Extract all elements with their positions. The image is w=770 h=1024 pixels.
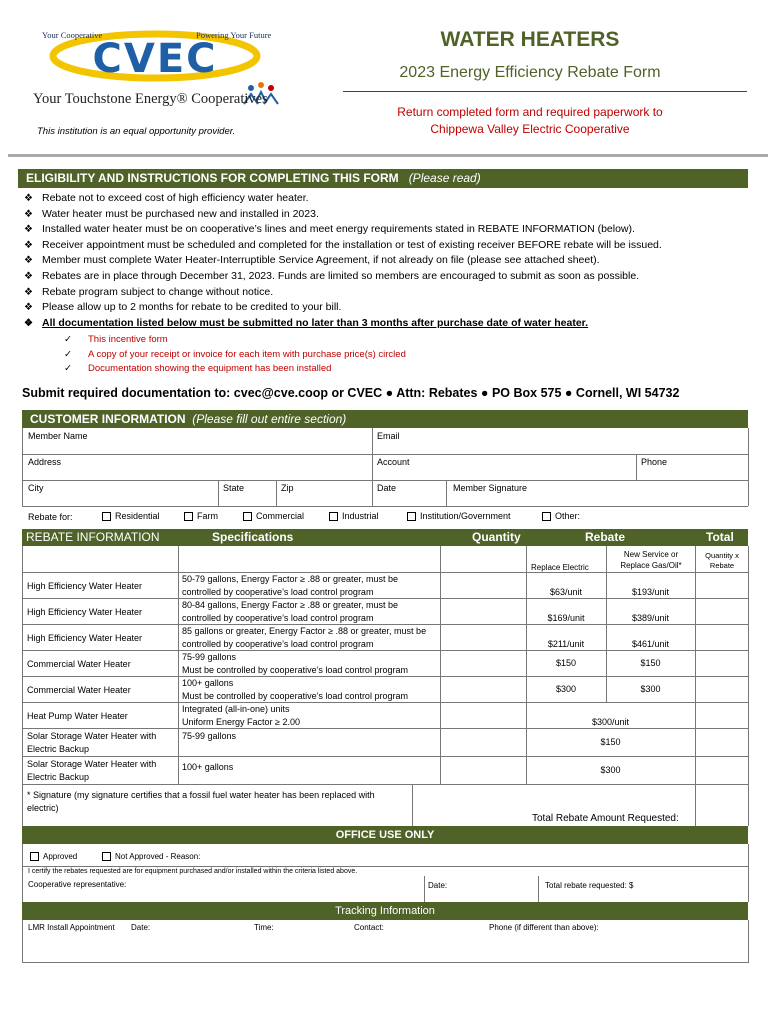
return-instructions	[370, 104, 690, 138]
row-6-spec: Integrated (all-in-one) units Uniform Energy Factor ≥ 2.00	[182, 704, 300, 727]
list-item: ✓ Documentation showing the equipment has been installed	[64, 363, 332, 375]
list-item: ❖ Rebate not to exceed cost of high efficiency water heater.	[24, 192, 309, 204]
list-item: ✓ A copy of your receipt or invoice for each item with purchase price(s) circled	[64, 348, 406, 360]
row-2-electric: $169/unit	[547, 613, 585, 623]
list-item: ❖ Water heater must be purchased new and installed in 2023.	[24, 207, 319, 220]
tracking-date-field[interactable]: Date:	[131, 923, 151, 932]
member-name-field[interactable]: Member Name	[28, 431, 88, 441]
row-4-new: $150	[640, 658, 661, 668]
checkbox-icon[interactable]	[243, 512, 252, 521]
customer-heading-note: (Please fill out entire section)	[192, 412, 347, 426]
row-1-electric: $63/unit	[549, 587, 583, 597]
col-divider	[748, 844, 749, 902]
row-5-spec: 100+ gallons Must be controlled by cooperative’s load control program	[182, 678, 408, 701]
sub-replace-electric: Replace Electric	[531, 563, 589, 572]
row-6-name: Heat Pump Water Heater	[27, 711, 128, 721]
list-item: ❖ Rebates are in place through December 31, 2023. Funds are limited so members are encouraged to submit as soon as possible.	[24, 269, 640, 282]
eligibility-heading-note: (Please read)	[408, 171, 481, 185]
col-total: Total	[706, 530, 734, 544]
diamond-bullet-icon: ❖	[24, 208, 33, 220]
col-divider	[748, 546, 749, 826]
diamond-bullet-icon: ❖	[24, 255, 33, 267]
row-divider	[22, 866, 748, 867]
checkbox-icon[interactable]	[102, 512, 111, 521]
logo-tagline-right: Powering Your Future	[196, 30, 272, 40]
checkmark-icon: ✓	[64, 334, 72, 345]
row-1-new: $193/unit	[631, 587, 670, 597]
row-5-electric: $300	[555, 684, 577, 694]
office-use-heading: OFFICE USE ONLY	[22, 826, 748, 844]
checkmark-icon: ✓	[64, 348, 72, 360]
rebate-for-label: Rebate for:	[28, 512, 73, 522]
diamond-bullet-icon: ❖	[24, 270, 33, 282]
row-7-name: Solar Storage Water Heater with Electric Backup	[27, 731, 157, 754]
phone-field[interactable]: Phone	[641, 457, 668, 467]
state-field[interactable]: State	[223, 483, 245, 493]
col-divider	[446, 480, 447, 506]
row-1-name: High Efficiency Water Heater	[27, 581, 143, 591]
row-8-spec: 100+ gallons	[182, 762, 234, 772]
tracking-phone-field[interactable]: Phone (if different than above):	[489, 923, 599, 932]
lmr-install-label: LMR Install Appointment	[28, 923, 115, 932]
member-signature-field[interactable]: Member Signature	[453, 483, 528, 493]
institution-checkbox[interactable]: Institution/Government	[407, 511, 511, 521]
date-field[interactable]: Date	[377, 483, 397, 493]
row-divider	[22, 454, 748, 455]
sub-new-service: New Service or Replace Gas/Oil*	[620, 550, 682, 570]
eligibility-heading	[18, 169, 748, 188]
col-divider	[218, 480, 219, 506]
col-quantity: Quantity	[472, 530, 521, 544]
customer-info-heading	[22, 410, 748, 428]
eligibility-heading-text: ELIGIBILITY AND INSTRUCTIONS FOR COMPLETING THIS FORM	[26, 171, 399, 185]
email-field[interactable]: Email	[377, 431, 400, 441]
other-checkbox[interactable]: Other:	[542, 511, 580, 521]
row-divider	[22, 962, 749, 963]
col-divider	[276, 480, 277, 506]
diamond-bullet-icon: ❖	[24, 302, 33, 314]
row-8-rebate: $300	[600, 765, 621, 775]
col-divider	[372, 428, 373, 506]
row-5-name: Commercial Water Heater	[27, 685, 131, 695]
row-8-name: Solar Storage Water Heater with Electric Backup	[27, 759, 157, 782]
col-divider	[748, 428, 749, 506]
row-divider	[22, 506, 748, 507]
row-3-new: $461/unit	[631, 639, 670, 649]
documentation-checklist	[64, 334, 406, 378]
checkbox-icon[interactable]	[407, 512, 416, 521]
eligibility-list	[24, 192, 662, 332]
signature-note[interactable]: * Signature (my signature certifies that a fossil fuel water heater has been replaced with electric)	[27, 790, 375, 813]
col-divider	[748, 920, 749, 962]
submit-instructions: Submit required documentation to: cvec@cve.coop or CVEC ● Attn: Rebates ● PO Box 575 ● Cornell, WI 54732	[22, 386, 680, 400]
row-1-spec: 50-79 gallons, Energy Factor ≥ .88 or greater, must be controlled by cooperative’s load control program	[182, 574, 399, 597]
touchstone-text: Your Touchstone Energy® Cooperatives	[33, 91, 268, 107]
row-7-rebate: $150	[600, 737, 621, 747]
list-item: ❖ All documentation listed below must be submitted no later than 3 months after purchase date of water heater.	[24, 316, 589, 329]
row-divider	[22, 756, 748, 757]
row-divider	[22, 480, 748, 481]
list-item: ❖ Rebate program subject to change without notice.	[24, 285, 274, 298]
diamond-bullet-icon: ❖	[24, 224, 33, 236]
sub-quantity-x-rebate: Quantity x Rebate	[705, 551, 739, 570]
row-2-new: $389/unit	[631, 613, 670, 623]
list-item: ❖ Please allow up to 2 months for rebate to be credited to your bill.	[24, 301, 342, 314]
diamond-bullet-icon: ❖	[24, 239, 33, 251]
total-rebate-requested-field[interactable]: Total rebate requested: $	[545, 881, 634, 890]
checkmark-icon: ✓	[64, 363, 72, 375]
zip-field[interactable]: Zip	[281, 483, 294, 493]
col-divider	[22, 428, 23, 506]
page-title: WATER HEATERS	[440, 28, 620, 51]
row-divider	[22, 784, 748, 785]
list-item: ❖ Member must complete Water Heater-Interruptible Service Agreement, if not already on file (please see attached sheet).	[24, 254, 600, 267]
col-divider	[538, 876, 539, 902]
row-2-spec: 80-84 gallons, Energy Factor ≥ .88 or greater, must be controlled by cooperative’s load control program	[182, 600, 399, 623]
farm-checkbox[interactable]: Farm	[184, 511, 218, 521]
commercial-checkbox[interactable]: Commercial	[243, 511, 304, 521]
header-divider	[8, 154, 768, 157]
title-divider	[343, 91, 747, 92]
col-rebate: Rebate	[585, 530, 626, 544]
certify-statement: I certify the rebates requested are for equipment purchased and/or installed within the criteria listed above.	[28, 868, 358, 875]
page-subtitle: 2023 Energy Efficiency Rebate Form	[399, 64, 661, 81]
col-divider	[424, 876, 425, 902]
row-3-name: High Efficiency Water Heater	[27, 633, 143, 643]
checkbox-icon[interactable]	[542, 512, 551, 521]
tracking-contact-field[interactable]: Contact:	[354, 923, 384, 932]
checkbox-icon[interactable]	[329, 512, 338, 521]
logo-tagline-left: Your Cooperative	[42, 30, 103, 40]
col-divider	[440, 546, 441, 784]
row-7-spec: 75-99 gallons	[182, 731, 237, 741]
checkbox-icon[interactable]	[102, 852, 111, 861]
list-item: ❖ Receiver appointment must be scheduled and completed for the installation or test of existing receiver BEFORE rebate will be issued.	[24, 238, 662, 251]
col-divider	[178, 546, 179, 784]
row-3-spec: 85 gallons or greater, Energy Factor ≥ .88 or greater, must be controlled by cooperative’s load control program	[182, 626, 427, 649]
equal-opportunity-note: This institution is an equal opportunity provider.	[37, 126, 236, 137]
list-item: ✓ This incentive form	[64, 334, 168, 345]
approved-checkbox[interactable]: Approved	[30, 851, 77, 862]
address-field[interactable]: Address	[28, 457, 62, 467]
col-divider	[22, 844, 23, 902]
row-3-electric: $211/unit	[547, 639, 585, 649]
return-line-1: Return completed form and required paperwork to	[397, 105, 663, 119]
representative-field[interactable]: Cooperative representative:	[28, 880, 127, 889]
list-item: ❖ Installed water heater must be on cooperative’s lines and meet energy requirements stated in REBATE INFORMATION (below).	[24, 223, 635, 236]
cvec-wordmark: CVEC	[92, 36, 218, 82]
rebate-info-heading: REBATE INFORMATION	[22, 529, 748, 546]
row-6-rebate: $300/unit	[591, 717, 630, 727]
col-specifications: Specifications	[212, 530, 294, 544]
account-field[interactable]: Account	[377, 457, 410, 467]
col-divider	[636, 454, 637, 480]
residential-checkbox[interactable]: Residential	[102, 511, 160, 521]
return-line-2: Chippewa Valley Electric Cooperative	[430, 122, 630, 136]
row-4-name: Commercial Water Heater	[27, 659, 131, 669]
row-2-name: High Efficiency Water Heater	[27, 607, 143, 617]
diamond-bullet-icon: ❖	[24, 193, 33, 204]
col-divider	[22, 920, 23, 962]
customer-heading-text: CUSTOMER INFORMATION	[30, 412, 186, 426]
diamond-bullet-icon: ❖	[24, 286, 33, 298]
tracking-time-field[interactable]: Time:	[254, 923, 274, 932]
tracking-heading: Tracking Information	[22, 902, 748, 920]
col-divider	[412, 784, 413, 826]
city-field[interactable]: City	[28, 483, 44, 493]
checkbox-icon[interactable]	[30, 852, 39, 861]
office-date-field[interactable]: Date:	[428, 881, 448, 890]
checkbox-icon[interactable]	[184, 512, 193, 521]
diamond-bullet-icon: ❖	[24, 317, 33, 329]
total-rebate-label: Total Rebate Amount Requested:	[532, 813, 679, 824]
row-5-new: $300	[640, 684, 661, 694]
industrial-checkbox[interactable]: Industrial	[329, 511, 379, 521]
row-4-electric: $150	[555, 658, 577, 668]
not-approved-checkbox[interactable]: Not Approved - Reason:	[102, 851, 200, 862]
row-4-spec: 75-99 gallons Must be controlled by cooperative’s load control program	[182, 652, 408, 675]
